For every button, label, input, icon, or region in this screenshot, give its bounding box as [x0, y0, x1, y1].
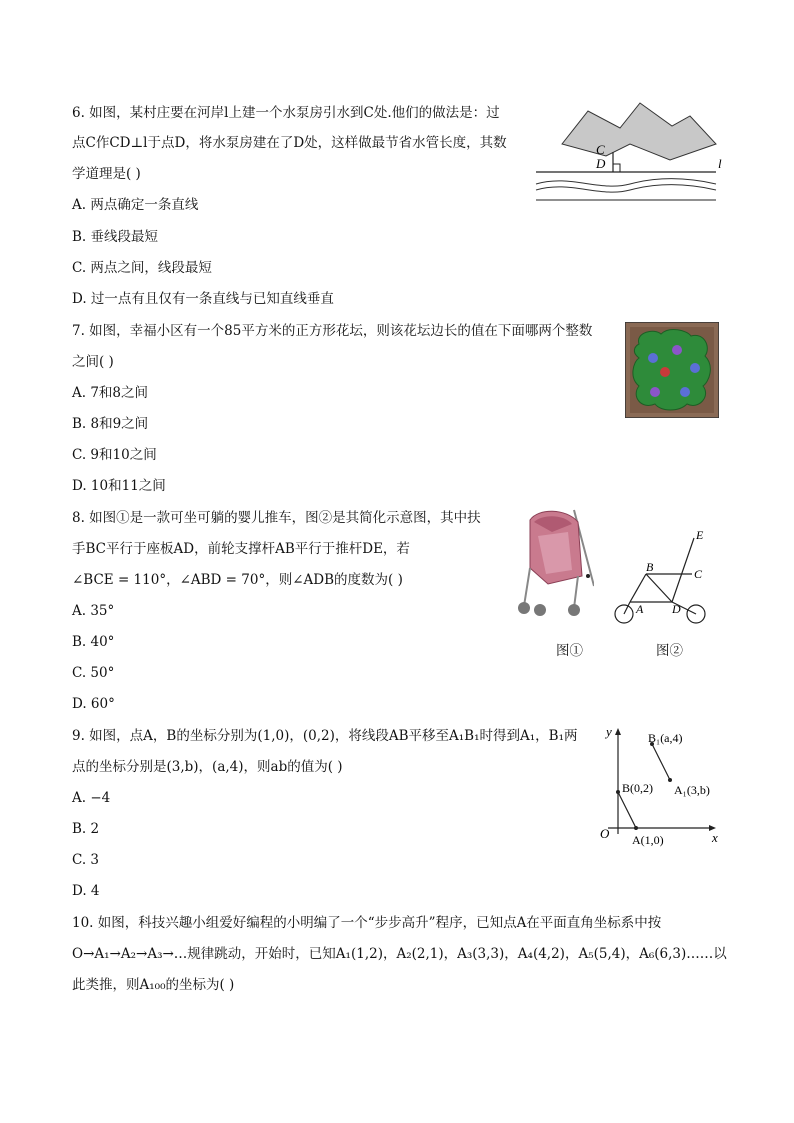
q6-option-b: B. 垂线段最短: [72, 229, 159, 245]
label-d: D: [596, 156, 606, 171]
label-c: C: [596, 142, 605, 157]
q6-stem-line-1: 6. 如图，某村庄要在河岸l上建一个水泵房引水到C处.他们的做法是：过: [72, 105, 500, 121]
q7-option-b: B. 8和9之间: [72, 416, 149, 432]
bd-line: [646, 574, 672, 602]
fig2-caption: 图②: [656, 643, 683, 659]
q8-option-a: A. 35°: [72, 603, 115, 619]
q8-stem-line-3: ∠BCE = 110°，∠ABD = 70°，则∠ADB的度数为( ): [72, 572, 403, 588]
right-angle-mark: [613, 164, 620, 172]
label-a: A: [636, 602, 644, 616]
stroller-diagram: [610, 526, 728, 630]
q6-stem-line-2: 点C作CD⊥l于点D，将水泵房建在了D处，这样做最节省水管长度，其数: [72, 135, 507, 151]
stroller-photo: [508, 506, 594, 620]
q9-option-a: A. −4: [72, 790, 111, 806]
fig1-caption: 图①: [556, 643, 583, 659]
q7-option-a: A. 7和8之间: [72, 385, 149, 401]
q7-flowerbed-image: [625, 322, 719, 418]
q9-stem-line-2: 点的坐标分别是(3,b)，(a,4)，则ab的值为( ): [72, 759, 343, 775]
ab-segment: [618, 792, 636, 828]
q7-stem-line-2: 之间( ): [72, 354, 114, 370]
q10-stem-line-1: 10. 如图，科技兴趣小组爱好编程的小明编了一个“步步高升”程序，已知点A在平面直角坐标系中按: [72, 915, 662, 931]
label-b1: B₁(a,4): [648, 731, 683, 745]
q8-option-d: D. 60°: [72, 696, 115, 712]
q7-option-c: C. 9和10之间: [72, 447, 157, 463]
q8-option-b: B. 40°: [72, 634, 115, 650]
q7-stem-line-1: 7. 如图，幸福小区有一个85平方米的正方形花坛，则该花坛边长的值在下面哪两个整数: [72, 323, 593, 339]
q6-river-figure: [530, 98, 730, 206]
q6-stem-line-3: 学道理是( ): [72, 166, 141, 182]
q6-option-a: A. 两点确定一条直线: [72, 197, 199, 213]
q9-option-c: C. 3: [72, 852, 100, 868]
q9-option-b: B. 2: [72, 821, 100, 837]
q9-stem-line-1: 9. 如图，点A，B的坐标分别为(1,0)，(0,2)，将线段AB平移至A₁B₁时得到A₁，B₁两: [72, 728, 578, 744]
label-b: B: [646, 560, 654, 574]
a1b1-segment: [652, 744, 670, 780]
label-b: B(0,2): [622, 781, 653, 795]
q8-stem-line-2: 手BC平行于座板AD，前轮支撑杆AB平行于推杆DE，若: [72, 541, 410, 557]
label-c: C: [694, 567, 703, 581]
label-e: E: [696, 528, 704, 542]
label-o: O: [600, 826, 610, 841]
ab-line: [630, 574, 646, 602]
q7-option-d: D. 10和11之间: [72, 478, 166, 494]
q10-stem-line-2: O→A₁→A₂→A₃→…规律跳动，开始时，已知A₁(1,2)，A₂(2,1)，A₃(3,3)，A₄(4,2)，A₅(5,4)，A₆(6,3)……以: [72, 946, 727, 962]
q6-option-d: D. 过一点有且仅有一条直线与已知直线垂直: [72, 291, 334, 307]
q8-option-c: C. 50°: [72, 665, 115, 681]
label-a1: A₁(3,b): [674, 783, 710, 797]
label-x: x: [712, 830, 718, 845]
label-y: y: [606, 724, 612, 739]
q9-coordinate-figure: [596, 724, 726, 850]
label-d: D: [672, 602, 681, 616]
q9-option-d: D. 4: [72, 883, 100, 899]
label-a: A(1,0): [632, 833, 664, 847]
q10-stem-line-3: 此类推，则A₁₀₀的坐标为( ): [72, 977, 235, 993]
q6-option-c: C. 两点之间，线段最短: [72, 260, 212, 276]
label-l: l: [718, 156, 722, 171]
q8-stem-line-1: 8. 如图①是一款可坐可躺的婴儿推车，图②是其简化示意图，其中扶: [72, 510, 481, 526]
de-line: [672, 538, 694, 602]
